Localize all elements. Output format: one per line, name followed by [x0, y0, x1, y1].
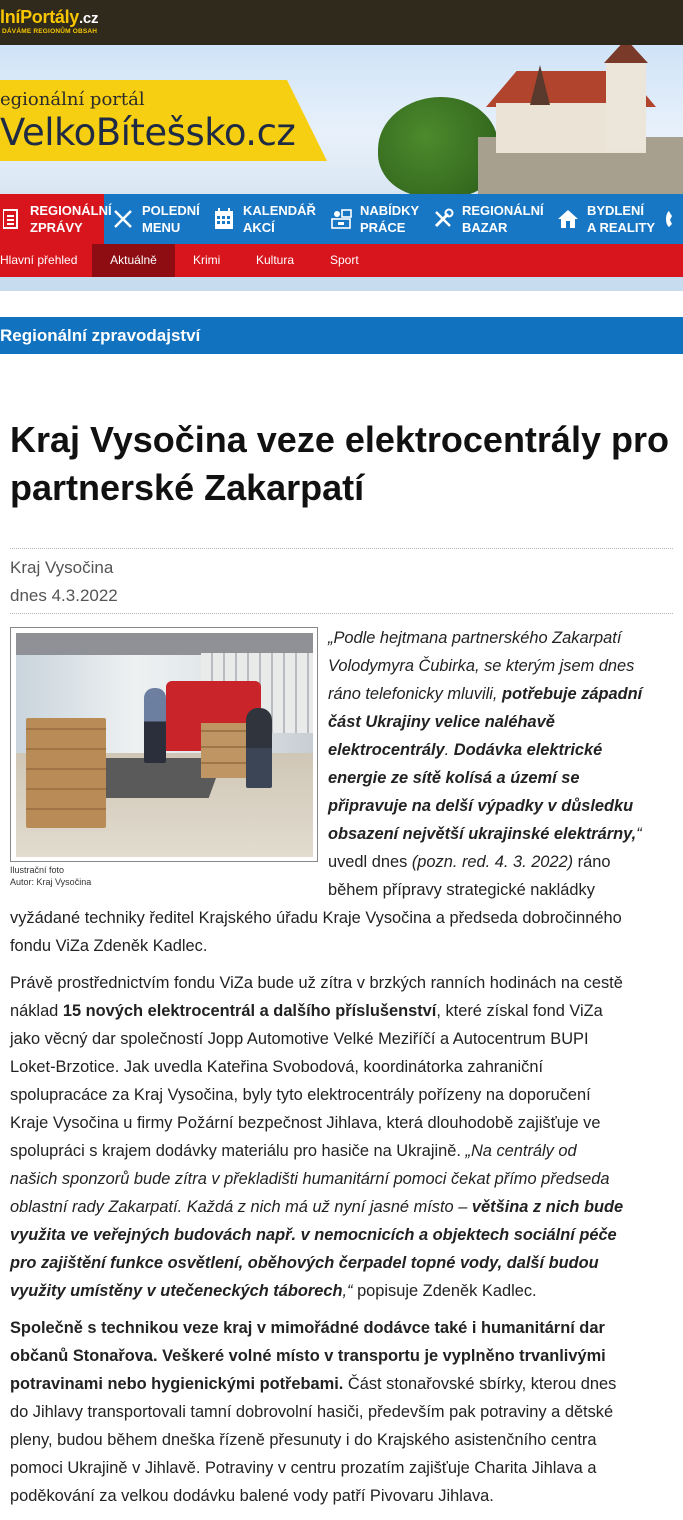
- text-run: pleny, budou během dneška řízeně přesunuty i do Krajského asistenčního centra: [10, 1431, 597, 1449]
- main-nav: [0, 194, 683, 244]
- text-run: Společně s technikou veze kraj v mimořádné dodávce také i humanitární dar: [10, 1319, 605, 1337]
- nav-item-nabidky-prace[interactable]: [322, 194, 424, 244]
- nav-label-1: REGIONÁLNÍ: [30, 203, 112, 218]
- divider-strip: [0, 277, 683, 291]
- text-line: [328, 736, 678, 764]
- nav-label-1: REGIONÁLNÍ: [461, 203, 544, 218]
- text-run: poděkování za velkou dodávku balené vody patří Pivovaru Jihlava.: [10, 1487, 494, 1505]
- nav-label-2: BAZAR: [461, 220, 508, 235]
- job-icon: [330, 208, 352, 230]
- text-run: náklad: [10, 1002, 63, 1020]
- nav-label-2: ZPRÁVY: [30, 220, 83, 235]
- photo-caption-label: Ilustrační foto: [10, 865, 65, 875]
- text-run: během přípravy strategické nakládky: [328, 881, 595, 899]
- nav-label-1: KALENDÁŘ: [243, 203, 316, 218]
- text-line: [10, 1221, 680, 1249]
- nav-item-kalendar-akci[interactable]: [205, 194, 322, 244]
- text-line: [10, 1277, 680, 1305]
- text-line: [10, 1081, 680, 1109]
- banner-title: VelkoBítešsko.cz: [0, 111, 296, 154]
- text-run: připravuje na delší výpadky v důsledku: [328, 797, 634, 815]
- article-paragraph-1: [328, 624, 678, 904]
- text-line: [10, 1426, 680, 1454]
- text-run: občanů Stonařova. Veškeré volné místo v transportu je vyplněno trvanlivými: [10, 1347, 606, 1365]
- text-line: vyžádané techniky ředitel Krajského úřadu Kraje Vysočina a předseda dobročinného: [10, 909, 622, 927]
- sub-nav: [0, 244, 683, 277]
- nav-item-regionalni-zpravy[interactable]: [0, 194, 112, 244]
- text-line: [328, 624, 678, 652]
- text-line: fondu ViZa Zdeněk Kadlec.: [10, 937, 208, 955]
- text-run: pomoci Ukrajině v Jihlavě. Potraviny v centru prozatím zajišťuje Charita Jihlava a: [10, 1459, 597, 1477]
- text-run: , které získal fond ViZa: [436, 1002, 603, 1020]
- text-run: využita ve veřejných budovách např. v nemocnicích a objektech sociální péče: [10, 1226, 617, 1244]
- article-title: Kraj Vysočina veze elektrocentrály pro partnerské Zakarpatí: [10, 419, 669, 508]
- church-image: [478, 45, 683, 194]
- text-line: [10, 1137, 680, 1165]
- text-run: oblastní rady Zakarpatí. Každá z nich má už nyní jasné místo –: [10, 1198, 472, 1216]
- site-logo[interactable]: lníPortály.cz: [0, 7, 99, 27]
- nav-item-poledni-menu[interactable]: [104, 194, 205, 244]
- subnav-sport[interactable]: Sport: [330, 253, 359, 267]
- nav-label-2: PRÁCE: [359, 220, 406, 235]
- section-title[interactable]: Regionální zpravodajství: [0, 317, 683, 354]
- nav-label-2: AKCÍ: [243, 220, 275, 235]
- house-icon: [557, 208, 579, 230]
- photo-caption-author: Autor: Kraj Vysočina: [10, 877, 92, 887]
- text-line: [328, 848, 678, 876]
- text-run: jako věcný dar společností Jopp Automotive Velké Meziříčí a Autocentrum BUPI: [10, 1030, 589, 1048]
- nav-item-bydleni-reality[interactable]: [549, 194, 659, 244]
- text-run: potravinami nebo hygienickými potřebami.: [10, 1375, 344, 1393]
- text-line: [10, 1454, 680, 1482]
- text-run: Dodávka elektrické: [453, 741, 603, 759]
- nav-item-regionalni-bazar[interactable]: [424, 194, 549, 244]
- text-run: (pozn. red. 4. 3. 2022): [411, 853, 574, 871]
- subnav-krimi[interactable]: Krimi: [193, 253, 221, 267]
- nav-label-2: MENU: [142, 220, 181, 235]
- text-line: [10, 1482, 680, 1510]
- logo-tagline: DÁVÁME REGIONŮM OBSAH: [2, 28, 98, 35]
- text-line: [10, 997, 680, 1025]
- article-paragraph-1-tail: [10, 904, 680, 960]
- text-run: Volodymyra Čubirka, se kterým jsem dnes: [328, 657, 635, 675]
- nav-label-1: NABÍDKY: [359, 203, 420, 218]
- text-run: uvedl dnes: [328, 853, 412, 871]
- cutlery-icon: [112, 208, 134, 230]
- banner-subtitle: egionální portál: [0, 89, 145, 110]
- text-line: [10, 1053, 680, 1081]
- text-line: [10, 1398, 680, 1426]
- tools-icon: [432, 208, 454, 230]
- newspaper-icon: [0, 208, 22, 230]
- subnav-hlavni-prehled[interactable]: Hlavní přehled: [0, 253, 78, 267]
- phone-icon: [659, 208, 681, 230]
- text-run: potřebuje západní: [502, 685, 643, 703]
- text-line: [328, 708, 678, 736]
- article-photo[interactable]: [10, 627, 318, 862]
- text-run: Právě prostřednictvím fondu ViZa bude už zítra v brzkých ranních hodinách na cestě: [10, 974, 623, 992]
- text-line: [328, 680, 678, 708]
- text-line: [328, 764, 678, 792]
- text-run: Loket-Brzotice. Jak uvedla Kateřina Svobodová, koordinátorka zahraniční: [10, 1058, 543, 1076]
- photo-caption: [10, 864, 91, 888]
- text-line: [10, 1342, 680, 1370]
- text-run: využity umístěny v utečeneckých táborech: [10, 1282, 343, 1300]
- text-line: [328, 820, 678, 848]
- text-run: 15 nových elektrocentrál a dalšího příslušenství: [62, 1002, 437, 1020]
- text-line: [10, 1314, 680, 1342]
- site-banner[interactable]: [0, 45, 683, 194]
- text-run: část Ukrajiny velice naléhavě: [328, 713, 555, 731]
- text-run: “: [636, 825, 642, 843]
- text-run: obsazení největší ukrajinské elektrárny,: [328, 825, 637, 843]
- text-run: ráno: [573, 853, 611, 871]
- text-run: do Jihlavy transportovali tamní dobrovolní hasiči, především pak potraviny a dětské: [10, 1403, 614, 1421]
- article-author: Kraj Vysočina: [10, 558, 114, 577]
- top-bar: [0, 0, 683, 45]
- article-meta: [10, 548, 673, 614]
- text-line: [10, 1193, 680, 1221]
- text-run: popisuje Zdeněk Kadlec.: [352, 1282, 537, 1300]
- text-line: [10, 1249, 680, 1277]
- text-line: [10, 1025, 680, 1053]
- calendar-icon: [213, 208, 235, 230]
- nav-item-more[interactable]: [659, 194, 683, 244]
- text-run: elektrocentrály: [328, 741, 445, 759]
- text-run: .: [444, 741, 454, 759]
- text-run: většina z nich bude: [471, 1198, 624, 1216]
- text-run: Část stonařovské sbírky, kterou dnes: [343, 1375, 617, 1393]
- text-run: Kraje Vysočina u firmy Požární bezpečnost Jihlava, která dlouhodobě zajišťuje ve: [10, 1114, 601, 1132]
- photo-image: [16, 633, 313, 857]
- text-run: spolupráci s krajem dodávky materiálu pro hasiče na Ukrajině.: [10, 1142, 466, 1160]
- subnav-kultura[interactable]: Kultura: [256, 253, 295, 267]
- text-run: „Podle hejtmana partnerského Zakarpatí: [328, 629, 622, 647]
- subnav-aktualne[interactable]: Aktuálně: [92, 244, 175, 277]
- nav-label-1: BYDLENÍ: [586, 203, 645, 218]
- text-run: ,“: [342, 1282, 353, 1300]
- text-line: [10, 1370, 680, 1398]
- text-line: [10, 969, 680, 997]
- text-run: „Na centrály od: [465, 1142, 577, 1160]
- text-line: [328, 652, 678, 680]
- text-run: energie ze sítě kolísá a území se: [328, 769, 580, 787]
- text-run: našich sponzorů bude zítra v překladišti humanitární pomoci čekat přímo předseda: [10, 1170, 610, 1188]
- text-line: [10, 1165, 680, 1193]
- text-line: [10, 1109, 680, 1137]
- text-line: [328, 792, 678, 820]
- nav-label-1: POLEDNÍ: [142, 203, 200, 218]
- article-paragraph-3: [10, 1314, 680, 1510]
- text-line: [328, 876, 678, 904]
- text-run: spolupracáce za Kraj Vysočina, byly tyto elektrocentrály pořízeny na doporučení: [10, 1086, 591, 1104]
- text-run: pro zajištění funkce osvětlení, oběhových čerpadel topné vody, další budou: [10, 1254, 599, 1272]
- text-run: ráno telefonicky mluvili,: [328, 685, 502, 703]
- article-paragraph-2: [10, 969, 680, 1305]
- article-date: dnes 4.3.2022: [10, 586, 118, 605]
- nav-label-2: A REALITY: [586, 220, 656, 235]
